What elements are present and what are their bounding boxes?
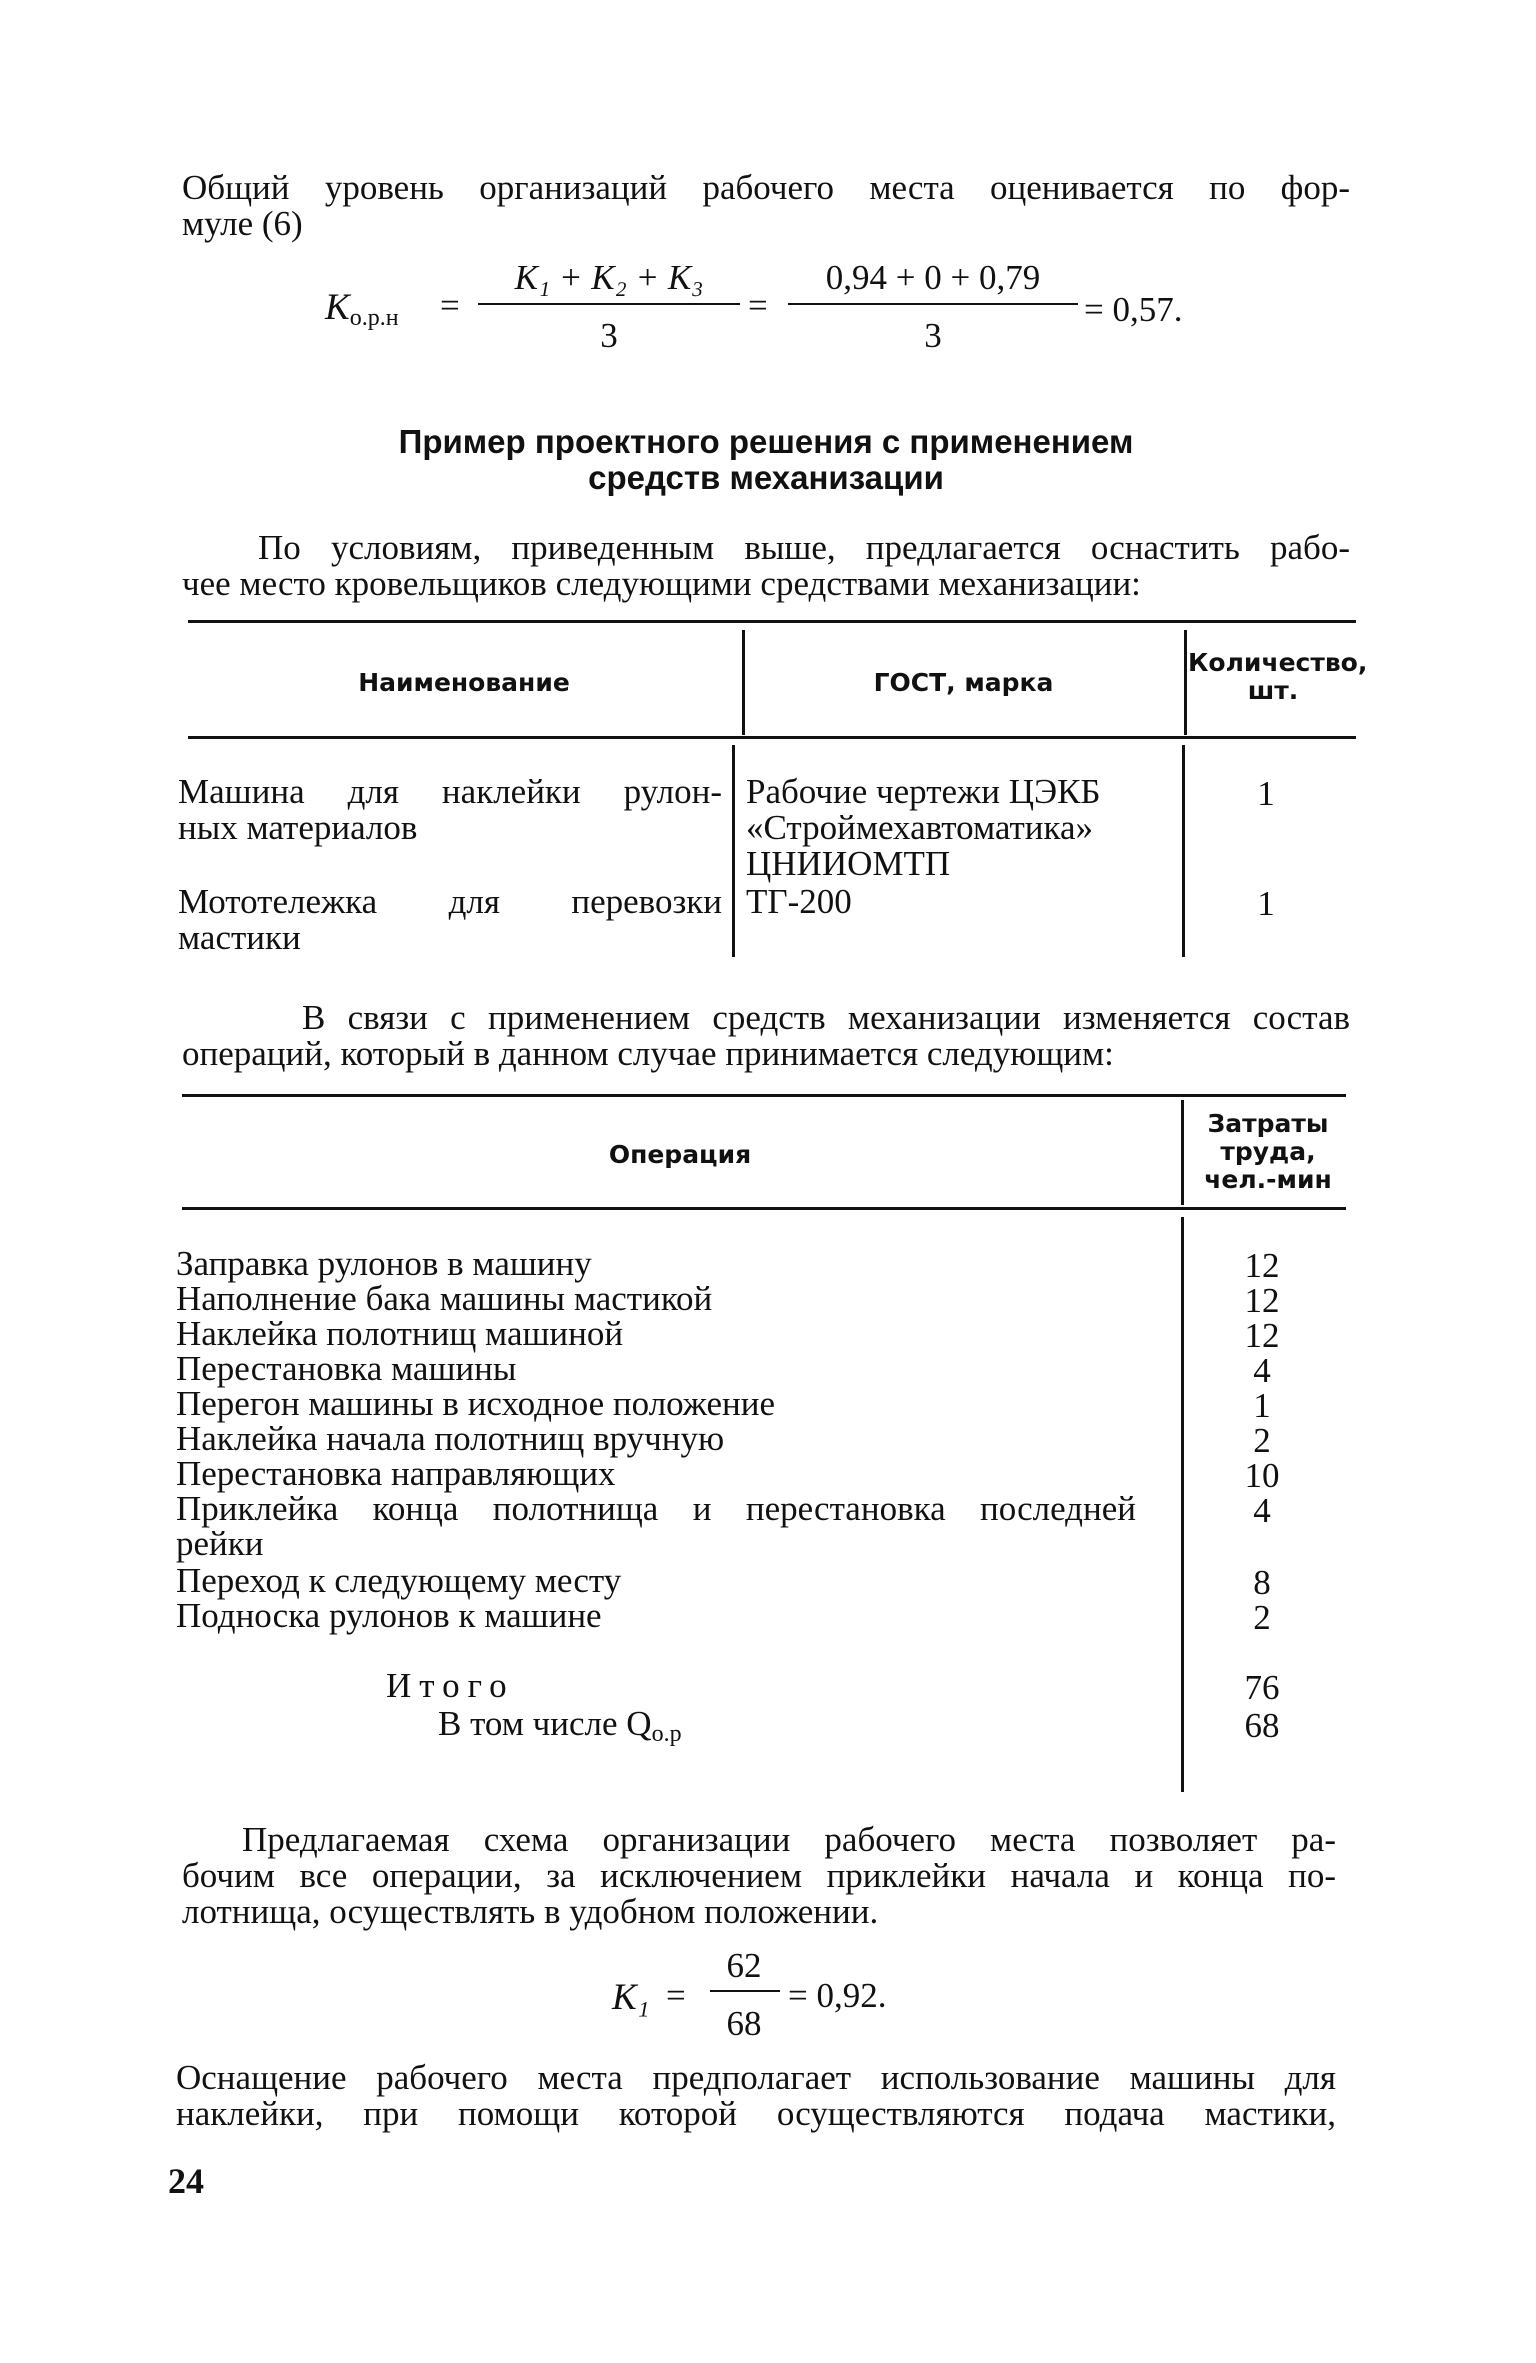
table-2-row-op: Наполнение бака машины мастикой — [176, 1279, 713, 1318]
table-2-row-op: Наклейка полотнищ машиной — [176, 1314, 624, 1353]
table-1-row-2-name-cont: мастики — [178, 918, 301, 957]
formula-2-num: 62 — [726, 1946, 762, 1985]
table-1-row-1-gost-3: ЦНИИОМТП — [746, 844, 951, 883]
table-2-header-cost-1: Затраты — [1207, 1109, 1329, 1138]
table-2-row-op: Перестановка направляющих — [176, 1454, 616, 1493]
table-1-header-qty: Количество, — [1188, 648, 1368, 677]
table-1-header-qty-unit: шт. — [1247, 676, 1299, 705]
table-2-row-op: Подноска рулонов к машине — [176, 1596, 602, 1635]
table-2-row-val: 12 — [1244, 1246, 1280, 1285]
formula-1-num2: 0,94 + 0 + 0,79 — [825, 258, 1041, 297]
formula-1-result: = 0,57. — [1084, 290, 1183, 329]
table-2-total-value: 76 — [1244, 1668, 1280, 1707]
formula-2-bar — [710, 1990, 780, 1992]
table-2-header-cost-2: труда, — [1220, 1137, 1316, 1166]
formula-1-bar1 — [478, 303, 740, 305]
table-2-row-val: 8 — [1253, 1563, 1271, 1602]
formula-1-lhs: K — [325, 287, 350, 328]
formula-2-eq: = — [666, 1976, 686, 2015]
table-2-header-operation: Операция — [608, 1140, 752, 1169]
table-1-header-gost: ГОСТ, марка — [873, 668, 1054, 697]
para-1-line-1: По условиям, приведенным выше, предлагается оснастить рабо- — [258, 528, 1350, 567]
para-2-line-1: В связи с применением средств механизации изменяется состав — [302, 998, 1350, 1037]
formula-2-result: = 0,92. — [788, 1976, 887, 2015]
formula-2-lhs: K₁ — [612, 1977, 650, 2018]
table-2-row-op-cont: рейки — [176, 1524, 264, 1563]
para-3-line-1: Предлагаемая схема организации рабочего места позволяет ра- — [242, 1820, 1336, 1859]
para-3-line-2: бочим все операции, за исключением приклейки начала и конца по- — [182, 1856, 1336, 1895]
table-2-total-label: Итого — [386, 1666, 515, 1705]
formula-1-num1: K₁ + K₂ + K₃ — [514, 258, 704, 297]
section-title-line-1: Пример проектного решения с применением — [398, 423, 1134, 460]
table-1-row-1-gost: Рабочие чертежи ЦЭКБ — [746, 772, 1101, 811]
table-2-row-val: 10 — [1244, 1456, 1280, 1495]
table-1-row-1-qty: 1 — [1257, 774, 1275, 813]
table-2-header-rule — [182, 1207, 1346, 1210]
table-2-row-val: 2 — [1253, 1421, 1271, 1460]
table-2-row-op: Заправка рулонов в машину — [176, 1244, 592, 1283]
formula-1-den1: 3 — [600, 316, 618, 355]
table-1-row-2-qty: 1 — [1257, 884, 1275, 923]
table-2-row-op: Переход к следующему месту — [176, 1561, 622, 1600]
para-3-line-3: лотнища, осуществлять в удобном положении. — [182, 1892, 879, 1931]
formula-1-lhs-sub: о.р.н — [349, 305, 399, 331]
intro-line-1: Общий уровень организаций рабочего места оценивается по фор- — [182, 168, 1350, 207]
para-1-line-2: чее место кровельщиков следующими средствами механизации: — [182, 564, 1141, 603]
para-4-line-1: Оснащение рабочего места предполагает использование машины для — [176, 2058, 1336, 2097]
table-2-incl-label: В том числе $Q_{о.р}$ — [438, 1704, 682, 1747]
table-1-row-1-name: Машина для наклейки рулон- — [178, 772, 722, 811]
formula-1-eq2: = — [748, 286, 768, 325]
table-2-row-val: 2 — [1253, 1598, 1271, 1637]
table-1-row-1-name-cont: ных материалов — [178, 808, 418, 847]
table-2-row-op: Перегон машины в исходное положение — [176, 1384, 776, 1423]
table-2-row-op: Наклейка начала полотнищ вручную — [176, 1419, 725, 1458]
table-1-row-2-name: Мототележка для перевозки — [178, 882, 722, 921]
formula-1-bar2 — [788, 303, 1078, 305]
section-title-line-2: средств механизации — [588, 459, 944, 496]
table-2-row-val: 12 — [1244, 1316, 1280, 1355]
table-2-row-val: 1 — [1253, 1386, 1271, 1425]
formula-1-eq1: = — [440, 286, 460, 325]
table-1-row-1-gost-2: «Строймехавтоматика» — [746, 808, 1094, 847]
table-1-top-rule — [188, 620, 1356, 623]
table-1-row-2-gost: ТГ-200 — [746, 882, 852, 921]
table-2-row-op: Перестановка машины — [176, 1349, 517, 1388]
table-2-header-cost-3: чел.-мин — [1204, 1165, 1332, 1194]
para-4-line-2: наклейки, при помощи которой осуществляются подача мастики, — [176, 2094, 1336, 2133]
page-number: 24 — [168, 2161, 204, 2201]
table-2-row-val: 4 — [1253, 1351, 1271, 1390]
table-2-row-op: Приклейка конца полотнища и перестановка последней — [176, 1489, 1136, 1528]
table-1-header-rule — [188, 736, 1356, 739]
intro-line-2: муле (6) — [182, 204, 303, 243]
table-2-row-val: 12 — [1244, 1281, 1280, 1320]
table-2-incl-value: 68 — [1244, 1706, 1280, 1745]
formula-2-den: 68 — [726, 2004, 762, 2043]
table-2-top-rule — [182, 1094, 1346, 1097]
formula-1-den2: 3 — [924, 316, 942, 355]
table-2-row-val: 4 — [1253, 1491, 1271, 1530]
para-2-line-2: операций, который в данном случае принимается следующим: — [182, 1034, 1114, 1073]
table-1-header-name: Наименование — [358, 668, 570, 697]
